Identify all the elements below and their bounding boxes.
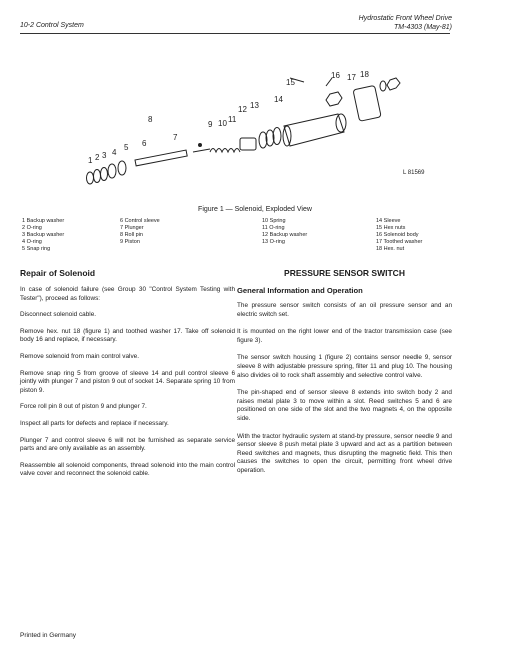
part-backup-washer-3 xyxy=(101,168,108,181)
left-column-body xyxy=(20,286,235,479)
header-title: Hydrostatic Front Wheel Drive xyxy=(358,15,452,22)
section-title-pressure-sensor-switch: PRESSURE SENSOR SWITCH xyxy=(284,268,405,278)
section-title-repair-of-solenoid: Repair of Solenoid xyxy=(20,268,96,278)
header-manual-number: TM-4303 (May-81) xyxy=(394,24,452,31)
legend-item: 7 Plunger xyxy=(120,225,144,231)
footer-printed-in: Printed in Germany xyxy=(20,632,76,639)
paragraph: Reassemble all solenoid components, thread solenoid into the main control valve cover and reconnect the solenoid cable. xyxy=(20,461,235,478)
paragraph: The pin-shaped end of sensor sleeve 8 extends into switch body 2 and raises metal plate 3 to move within a slot. Reed switches 5 and 6 are positioned on one side of the slot and the two magnets 4, on the opposite side. xyxy=(237,389,452,422)
paragraph: With the tractor hydraulic system at stand-by pressure, sensor needle 9 and sensor sleeve 8 push metal plate 3 upward and act as a partition between Reed switches and magnets, thus disrupting the magnetic field. This then causes the switches to open the circuit, permitting front wheel drive operation. xyxy=(237,432,452,474)
legend-item: 5 Snap ring xyxy=(22,246,51,252)
paragraph: Plunger 7 and control sleeve 6 will not be furnished as separate service parts and are only available as an assembly. xyxy=(20,436,235,453)
callout-2: 2 xyxy=(95,153,100,162)
paragraph: The pressure sensor switch consists of an oil pressure sensor and an electric switch set. xyxy=(237,302,452,318)
right-column-body xyxy=(237,302,452,476)
legend-item: 6 Control sleeve xyxy=(120,218,160,224)
callout-18: 18 xyxy=(360,70,369,79)
callout-5: 5 xyxy=(124,143,129,152)
paragraph: Remove solenoid from main control valve. xyxy=(20,352,139,360)
part-spring xyxy=(210,149,240,153)
part-o-ring-2 xyxy=(94,170,101,183)
legend-column-1 xyxy=(22,218,64,253)
part-o-ring-4 xyxy=(108,164,116,178)
legend-item: 8 Roll pin xyxy=(120,232,143,238)
legend-item: 3 Backup washer xyxy=(22,232,65,238)
legend-item: 2 O-ring xyxy=(22,225,42,231)
callout-6: 6 xyxy=(142,139,147,148)
paragraph: Remove hex. nut 18 (figure 1) and toothed washer 17. Take off solenoid body 16 and replace, if necessary. xyxy=(20,327,235,344)
page-header-right xyxy=(359,14,452,32)
callout-12: 12 xyxy=(238,105,247,114)
part-snap-ring-5 xyxy=(118,161,126,175)
legend-item: 4 O-ring xyxy=(22,239,42,245)
legend-item: 10 Spring xyxy=(262,218,286,224)
legend-item: 1 Backup washer xyxy=(22,218,65,224)
callout-7: 7 xyxy=(173,133,178,142)
paragraph: Remove snap ring 5 from groove of sleeve 14 and pull control sleeve 6 jointly with plunger 7 and piston 9 out of socket 14. Separate spring 10 from piston 9. xyxy=(20,369,235,394)
part-solenoid-body xyxy=(353,85,381,121)
figure-reference-id: L 81569 xyxy=(403,170,425,176)
callout-13: 13 xyxy=(250,101,259,110)
legend-item: 13 O-ring xyxy=(262,239,285,245)
legend-column-4 xyxy=(376,218,422,253)
paragraph: In case of solenoid failure (see Group 30 "Control System Testing with Tester"), proceed as follows: xyxy=(20,286,235,302)
legend-item: 15 Hex nuts xyxy=(376,225,406,231)
legend-column-2 xyxy=(120,218,160,246)
callout-9: 9 xyxy=(208,120,213,129)
part-sleeve xyxy=(284,114,344,146)
callout-8: 8 xyxy=(148,115,153,124)
legend-item: 12 Backup washer xyxy=(262,232,308,238)
legend-item: 18 Hex. nut xyxy=(376,246,405,252)
callout-17: 17 xyxy=(347,73,356,82)
paragraph: Force roll pin 8 out of piston 9 and plunger 7. xyxy=(20,403,147,411)
part-backup-washer-1 xyxy=(87,172,94,184)
callout-14: 14 xyxy=(274,95,283,104)
legend-item: 9 Piston xyxy=(120,239,140,245)
part-control-sleeve xyxy=(135,150,187,166)
legend-item: 14 Sleeve xyxy=(376,218,401,224)
legend-item: 16 Solenoid body xyxy=(376,232,419,238)
legend-column-3 xyxy=(262,218,307,246)
paragraph: It is mounted on the right lower end of the tractor transmission case (see figure 3). xyxy=(237,328,452,344)
legend-item: 17 Toothed washer xyxy=(376,239,423,245)
subsection-title-general-information: General Information and Operation xyxy=(237,286,363,295)
callout-1: 1 xyxy=(88,156,93,165)
callout-16: 16 xyxy=(331,71,340,80)
paragraph: The sensor switch housing 1 (figure 2) contains sensor needle 9, sensor sleeve 8 with adjustable pressure spring, filter 11 and plug 10. The housing also divides oil to rock shaft assembly and selective control valve. xyxy=(237,354,452,379)
legend-item: 11 O-ring xyxy=(262,225,285,231)
paragraph: Disconnect solenoid cable. xyxy=(20,311,97,319)
callout-10: 10 xyxy=(218,119,227,128)
solenoid-exploded-view-illustration xyxy=(60,60,460,210)
page-header-left: 10-2 Control System xyxy=(20,22,84,29)
header-rule xyxy=(20,33,450,34)
callout-15: 15 xyxy=(286,78,295,87)
figure-caption: Figure 1 — Solenoid, Exploded View xyxy=(198,206,312,213)
callout-11: 11 xyxy=(228,115,237,124)
callout-4: 4 xyxy=(112,148,117,157)
part-hex-nut-15 xyxy=(326,92,342,106)
callout-3: 3 xyxy=(102,151,107,160)
paragraph: Inspect all parts for defects and replace if necessary. xyxy=(20,419,169,427)
